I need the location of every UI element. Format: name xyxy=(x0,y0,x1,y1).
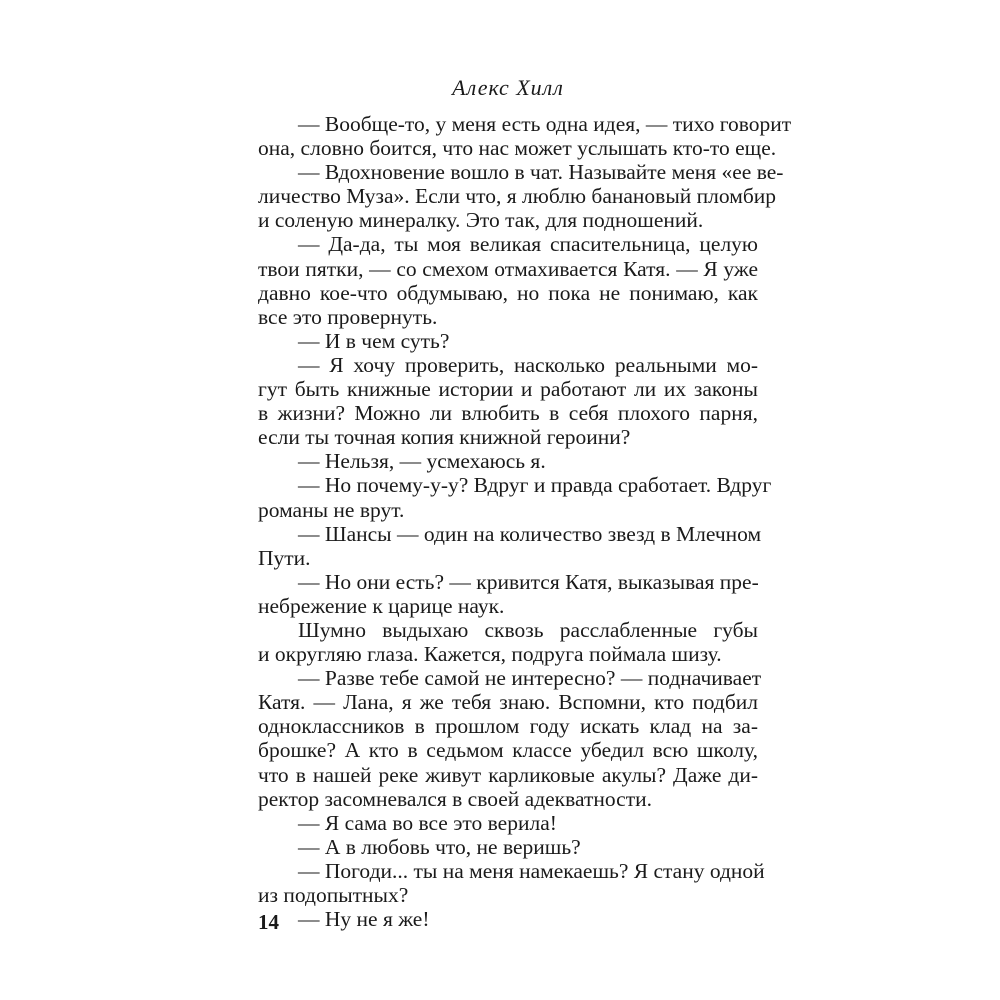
text-line: твои пятки, — со смехом отмахивается Катя. — Я уже xyxy=(258,256,758,281)
text-line: — Нельзя, — усмехаюсь я. xyxy=(298,449,546,474)
text-line: Шумно выдыхаю сквозь расслабленные губы xyxy=(298,617,758,642)
text-line: и соленую минералку. Это так, для подношений. xyxy=(258,208,704,233)
text-line: — Ну не я же! xyxy=(298,907,430,932)
text-line: и округляю глаза. Кажется, подруга поймала шизу. xyxy=(258,642,722,667)
text-line: — Но почему-у-у? Вдруг и правда сработает. Вдруг xyxy=(298,473,772,498)
text-line: — Но они есть? — кривится Катя, выказывая пре- xyxy=(298,569,759,594)
text-line: — Вдохновение вошло в чат. Называйте меня «ее ве- xyxy=(298,160,784,185)
text-line: — Разве тебе самой не интересно? — подначивает xyxy=(298,666,762,691)
text-line: — Погоди... ты на меня намекаешь? Я стану одной xyxy=(298,858,765,883)
text-line: из подопытных? xyxy=(258,883,409,907)
text-line: что в нашей реке живут карликовые акулы? Даже ди- xyxy=(258,762,758,787)
text-line: — И в чем суть? xyxy=(298,328,450,353)
text-line: — Я сама во все это верила! xyxy=(298,810,557,835)
text-line: давно кое-что обдумываю, но пока не понимаю, как xyxy=(258,280,758,305)
body-text xyxy=(258,112,792,932)
running-head-author: Алекс Хилл xyxy=(452,75,564,100)
text-line: — Вообще-то, у меня есть одна идея, — тихо говорит xyxy=(298,112,792,136)
text-line: — Я хочу проверить, насколько реальными мо- xyxy=(298,352,758,377)
text-line: если ты точная копия книжной героини? xyxy=(258,425,631,450)
text-line: — А в любовь что, не веришь? xyxy=(298,834,581,859)
text-line: одноклассников в прошлом году искать клад на за- xyxy=(258,714,758,739)
text-line: Катя. — Лана, я же тебя знаю. Вспомни, кто подбил xyxy=(258,690,758,715)
text-line: брошке? А кто в седьмом классе убедил всю школу, xyxy=(258,738,758,763)
text-line: все это провернуть. xyxy=(258,304,438,329)
text-line: гут быть книжные истории и работают ли их законы xyxy=(258,377,758,402)
text-line: небрежение к царице наук. xyxy=(258,593,505,618)
text-line: Пути. xyxy=(258,545,311,570)
text-line: ректор засомневался в своей адекватности. xyxy=(258,786,652,811)
text-line: в жизни? Можно ли влюбить в себя плохого парня, xyxy=(258,401,758,426)
text-line: личество Муза». Если что, я люблю банановый пломбир xyxy=(258,184,777,209)
text-line: романы не врут. xyxy=(258,497,405,522)
page-number: 14 xyxy=(258,910,279,934)
text-line: она, словно боится, что нас может услышать кто-то еще. xyxy=(258,136,777,161)
text-line: — Да-да, ты моя великая спасительница, целую xyxy=(298,232,758,257)
book-page xyxy=(258,72,792,952)
text-line: — Шансы — один на количество звезд в Млечном xyxy=(298,521,762,546)
